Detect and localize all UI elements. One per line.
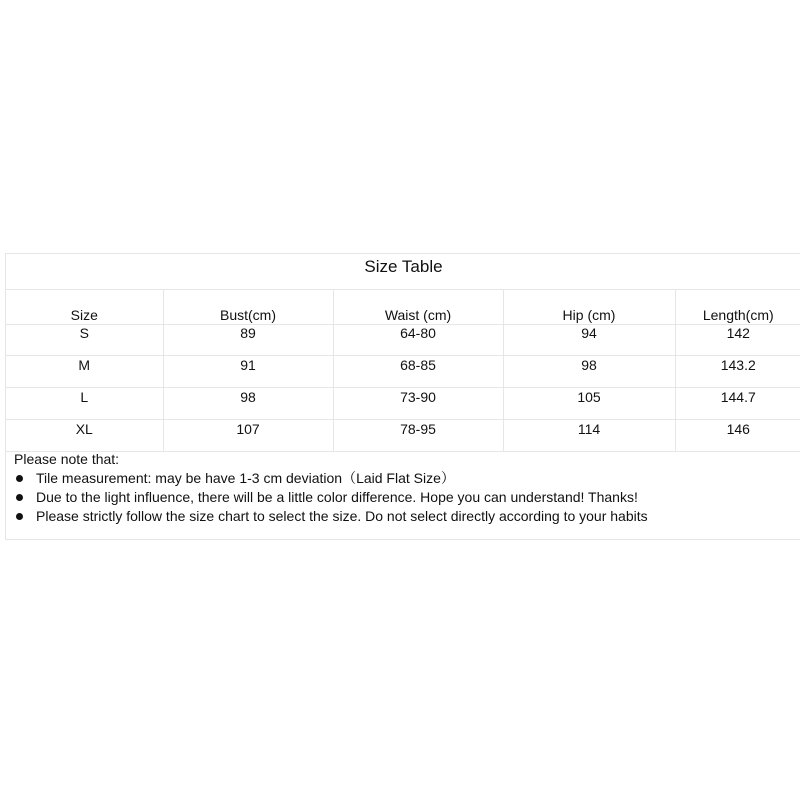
table-cell: S [6,325,163,356]
table-cell: 107 [163,420,333,452]
table-cell: 142 [675,325,800,356]
table-cell: 114 [503,420,675,452]
table-cell: 91 [163,356,333,388]
list-item [14,469,648,488]
table-cell: 143.2 [675,356,800,388]
size-table-title: Size Table [6,254,800,290]
column-header-size: Size [6,290,163,325]
table-cell: 78-95 [333,420,503,452]
bullet-icon [16,475,23,482]
table-row [6,356,800,388]
notes-heading: Please note that: [14,451,120,467]
note-text: Due to the light influence, there will be a little color difference. Hope you can understand! Thanks! [36,489,638,505]
table-cell: 98 [163,388,333,420]
table-row [6,388,800,420]
table-cell: 144.7 [675,388,800,420]
table-cell: M [6,356,163,388]
table-cell: 94 [503,325,675,356]
size-table-panel [5,253,800,540]
table-cell: 89 [163,325,333,356]
table-cell: 64-80 [333,325,503,356]
table-cell: L [6,388,163,420]
table-cell: 146 [675,420,800,452]
table-cell: 105 [503,388,675,420]
bullet-icon [16,494,23,501]
list-item [14,488,648,507]
table-row [6,325,800,356]
notes-section [14,450,648,526]
notes-list [14,469,648,526]
note-text: Please strictly follow the size chart to select the size. Do not select directly according to your habits [36,508,648,524]
column-header-bust: Bust(cm) [163,290,333,325]
table-cell: 68-85 [333,356,503,388]
bullet-icon [16,513,23,520]
column-header-length: Length(cm) [675,290,800,325]
table-cell: 73-90 [333,388,503,420]
note-text: Tile measurement: may be have 1-3 cm deviation（Laid Flat Size） [36,470,455,486]
list-item [14,507,648,526]
column-header-waist: Waist (cm) [333,290,503,325]
table-row [6,420,800,452]
table-cell: XL [6,420,163,452]
size-table [6,290,800,452]
table-cell: 98 [503,356,675,388]
table-header-row [6,290,800,325]
column-header-hip: Hip (cm) [503,290,675,325]
